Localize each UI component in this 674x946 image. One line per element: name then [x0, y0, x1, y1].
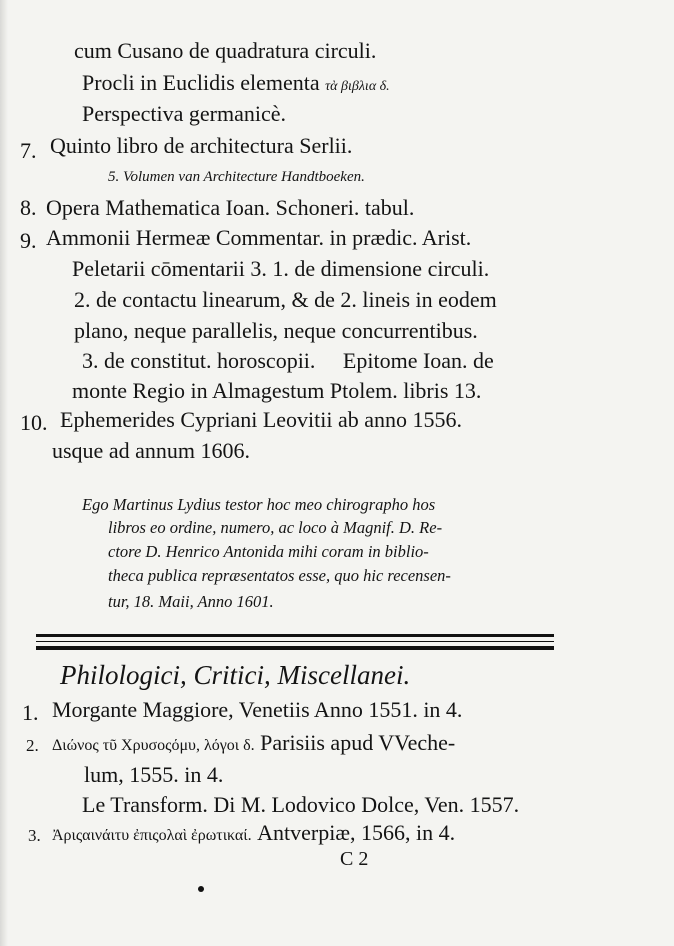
line-peletarii: Peletarii cōmentarii 3. 1. de dimensione circuli.	[72, 256, 490, 281]
line-usque: usque ad annum 1606.	[52, 438, 250, 463]
line-handwritten-annotation: 5. Volumen van Architecture Handtboeken.	[108, 169, 365, 185]
line-de-contactu: 2. de contactu linearum, & de 2. lineis in eodem	[74, 287, 497, 312]
attestation-line-2: libros eo ordine, numero, ac loco à Magnif. D. Re-	[108, 518, 443, 537]
line-monte-regio: monte Regio in Almagestum Ptolem. libris 13.	[72, 378, 482, 403]
line-aristaenetus-latin: Antverpiæ, 1566, in 4.	[257, 820, 456, 845]
line-dion	[52, 730, 455, 759]
line-plano: plano, neque parallelis, neque concurrentibus.	[74, 318, 478, 343]
attestation-line-1: Ego Martinus Lydius testor hoc meo chirographo hos	[82, 495, 436, 514]
entry-number-9: 9.	[20, 228, 37, 253]
line-dion-greek: Διώνος τῦ Χρυσοςόμυ, λόγοι δ.	[52, 737, 255, 754]
line-aristaenetus-greek: Ἀριςαινάιτυ ἐπιςολαὶ ἐρωτικαί.	[52, 827, 252, 844]
line-transform: Le Transform. Di M. Lodovico Dolce, Ven. 1557.	[82, 792, 520, 817]
line-ephemerides: Ephemerides Cypriani Leovitii ab anno 1556.	[60, 407, 463, 432]
page-edge-shadow	[0, 0, 8, 946]
line-procli-text: Procli in Euclidis elementa	[82, 70, 320, 95]
section-divider-middle	[36, 641, 554, 642]
section-divider-bottom	[36, 646, 554, 650]
entry-number-7: 7.	[20, 138, 37, 163]
entry-number-2: 2.	[26, 736, 39, 755]
ink-dot	[198, 886, 204, 892]
entry-number-8: 8.	[20, 195, 37, 220]
line-procli-greek: τὰ βιβλια δ.	[325, 79, 390, 94]
attestation-line-3: ctore D. Henrico Antonida mihi coram in biblio-	[108, 542, 429, 561]
line-morgante: Morgante Maggiore, Venetiis Anno 1551. in 4.	[52, 697, 463, 722]
entry-number-1: 1.	[22, 700, 39, 725]
line-perspectiva: Perspectiva germanicè.	[82, 101, 287, 126]
line-procli	[82, 70, 390, 96]
attestation-line-5: tur, 18. Maii, Anno 1601.	[108, 592, 274, 611]
line-cusano: cum Cusano de quadratura circuli.	[74, 38, 377, 63]
line-serlii: Quinto libro de architectura Serlii.	[50, 133, 353, 158]
entry-number-3: 3.	[28, 826, 41, 845]
attestation-line-4: theca publica repræsentatos esse, quo hic recensen-	[108, 566, 451, 585]
line-vvechelum: lum, 1555. in 4.	[84, 762, 224, 787]
line-opera-mathematica: Opera Mathematica Ioan. Schoneri. tabul.	[46, 195, 415, 220]
line-horoscopii: 3. de constitut. horoscopii. Epitome Ioan. de	[82, 348, 494, 373]
section-divider-top	[36, 634, 554, 637]
line-aristaenetus	[52, 820, 455, 849]
entry-number-10: 10.	[20, 410, 48, 435]
signature-mark: C 2	[340, 848, 369, 870]
line-dion-latin: Parisiis apud VVeche-	[260, 730, 456, 755]
line-ammonii: Ammonii Hermeæ Commentar. in prædic. Arist.	[46, 225, 472, 250]
section-heading: Philologici, Critici, Miscellanei.	[60, 660, 411, 690]
